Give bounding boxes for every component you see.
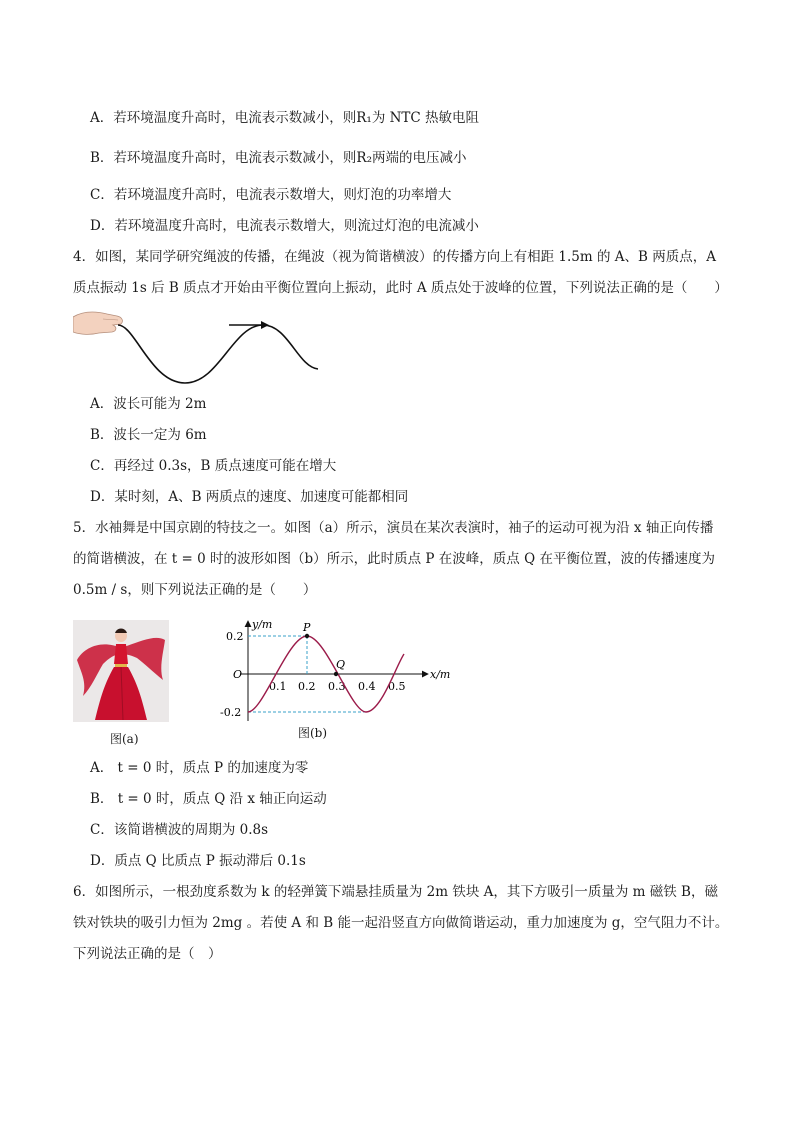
q3-option-c: C．若环境温度升高时，电流表示数增大，则灯泡的功率增大 bbox=[90, 187, 452, 203]
q4-option-c: C．再经过 0.3s，B 质点速度可能在增大 bbox=[90, 458, 337, 474]
propagation-arrow-icon bbox=[229, 321, 269, 329]
x-tick-0.1: 0.1 bbox=[269, 680, 287, 693]
origin-label: O bbox=[233, 668, 243, 681]
q5-wave-graph bbox=[218, 616, 458, 726]
q3-option-a: A．若环境温度升高时，电流表示数减小，则R₁为 NTC 热敏电阻 bbox=[90, 110, 480, 126]
point-q-label: Q bbox=[336, 658, 346, 671]
point-p bbox=[305, 634, 309, 638]
q6-stem-line2: 铁对铁块的吸引力恒为 2mg 。若使 A 和 B 能一起沿竖直方向做简谐运动，重力加速度为 g，空气阻力不计。 bbox=[73, 915, 729, 931]
q4-stem-line2: 质点振动 1s 后 B 质点才开始由平衡位置向上振动，此时 A 质点处于波峰的位置，下列说法正确的是（ ） bbox=[73, 280, 728, 296]
rope-wave bbox=[118, 325, 318, 383]
point-q bbox=[334, 672, 338, 676]
q3-option-d: D．若环境温度升高时，电流表示数增大，则流过灯泡的电流减小 bbox=[90, 218, 479, 234]
q5-option-d: D．质点 Q 比质点 P 振动滞后 0.1s bbox=[90, 853, 306, 869]
q4-rope-wave-figure bbox=[73, 305, 323, 387]
fig-b-caption: 图(b) bbox=[298, 726, 328, 740]
fig-a-caption: 图(a) bbox=[110, 732, 139, 746]
y-tick-neg: -0.2 bbox=[220, 706, 242, 719]
q6-stem-line3: 下列说法正确的是（ ） bbox=[73, 946, 222, 962]
x-tick-0.5: 0.5 bbox=[388, 680, 406, 693]
q4-stem-line1: 4．如图，某同学研究绳波的传播，在绳波（视为简谐横波）的传播方向上有相距 1.5m 的 A、B 两质点，A bbox=[73, 249, 716, 265]
x-tick-0.4: 0.4 bbox=[358, 680, 376, 693]
q5-option-a: A． t = 0 时，质点 P 的加速度为零 bbox=[90, 760, 309, 776]
q5-stem-line3: 0.5m / s，则下列说法正确的是（ ） bbox=[73, 582, 317, 598]
x-tick-0.2: 0.2 bbox=[298, 680, 316, 693]
q4-option-a: A．波长可能为 2m bbox=[90, 396, 207, 412]
q4-option-d: D．某时刻，A、B 两质点的速度、加速度可能都相同 bbox=[90, 489, 409, 505]
x-tick-0.3: 0.3 bbox=[328, 680, 346, 693]
y-tick-pos: 0.2 bbox=[226, 630, 244, 643]
q5-stem-line2: 的简谐横波，在 t = 0 时的波形如图（b）所示，此时质点 P 在波峰，质点 Q 在平衡位置，波的传播速度为 bbox=[73, 551, 715, 567]
q5-option-c: C．该简谐横波的周期为 0.8s bbox=[90, 822, 269, 838]
y-axis-label: y/m bbox=[252, 618, 273, 631]
x-axis-label: x/m bbox=[430, 668, 451, 681]
q4-option-b: B．波长一定为 6m bbox=[90, 427, 207, 443]
q3-option-b: B．若环境温度升高时，电流表示数减小，则R₂两端的电压减小 bbox=[90, 150, 467, 166]
point-p-label: P bbox=[303, 621, 311, 634]
dancer-photo bbox=[73, 620, 169, 722]
q5-option-b: B． t = 0 时，质点 Q 沿 x 轴正向运动 bbox=[90, 791, 327, 807]
q5-stem-line1: 5．水袖舞是中国京剧的特技之一。如图（a）所示，演员在某次表演时，袖子的运动可视为沿 x 轴正向传播 bbox=[73, 520, 714, 536]
hand-icon bbox=[73, 312, 122, 334]
q6-stem-line1: 6．如图所示，一根劲度系数为 k 的轻弹簧下端悬挂质量为 2m 铁块 A，其下方吸引一质量为 m 磁铁 B，磁 bbox=[73, 884, 718, 900]
